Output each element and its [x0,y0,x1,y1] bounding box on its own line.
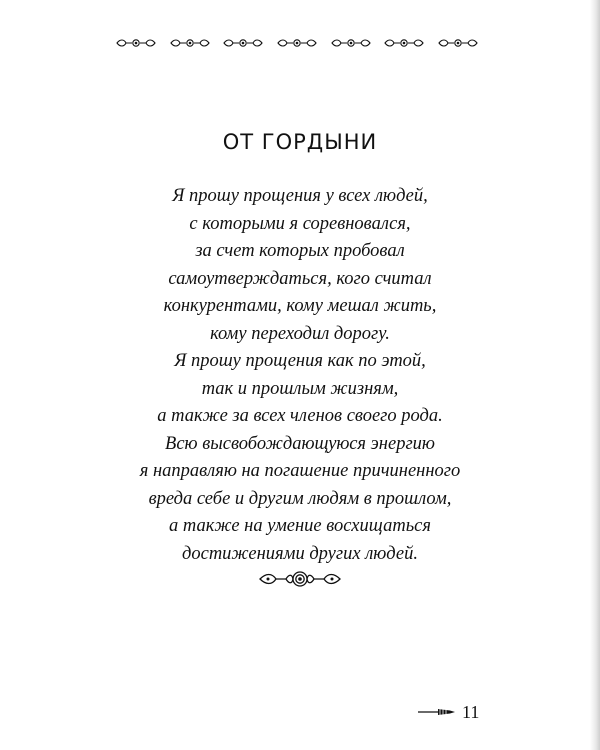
scroll-divider-icon [384,38,424,48]
top-ornament-row [116,36,478,50]
floral-divider-icon [256,570,344,588]
page-number-group [418,700,488,724]
scroll-divider-icon [116,38,156,48]
verse-line: так и прошлым жизням, [201,378,399,399]
verse-line: Я прошу прощения как по этой, [174,351,426,371]
verse-block [0,183,600,568]
verse-line: самоутверждаться, кого считал [168,268,432,289]
scroll-divider-icon [170,38,210,48]
verse-line: я направляю на погашение причиненного [139,461,461,481]
scroll-divider-icon [277,38,317,48]
pointing-hand-icon [418,707,456,717]
scroll-divider-icon [331,38,371,48]
page-number: 11 [462,702,480,722]
verse-line: конкурентами, кому мешал жить, [163,296,437,316]
verse-line: достижениями других людей. [182,543,418,564]
verse-line: а также на умение восхищаться [169,516,431,536]
verse-line: Всю высвобождающуюся энергию [165,433,435,454]
verse-line: Я прошу прощения у всех людей, [172,186,428,206]
verse-line: с которыми я соревновался, [189,213,411,234]
verse-line: а также за всех членов своего рода. [157,406,443,426]
scroll-divider-icon [223,38,263,48]
scroll-divider-icon [438,38,478,48]
page-title: ОТ ГОРДЫНИ [222,130,378,154]
verse-line: кому переходил дорогу. [210,323,390,344]
verse-line: за счет которых пробовал [195,241,405,261]
verse-line: вреда себе и другим людям в прошлом, [148,488,452,509]
